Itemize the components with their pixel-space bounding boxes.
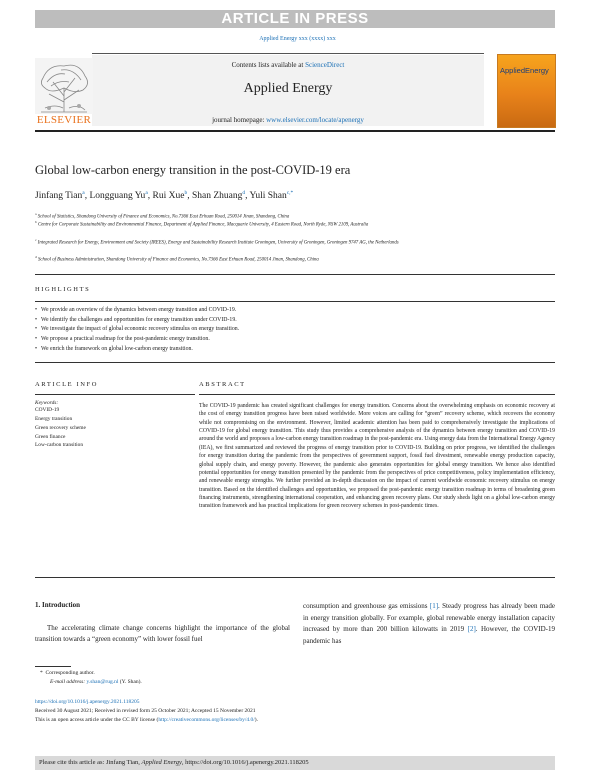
affiliation-marker[interactable]: c,* [286,190,294,196]
license-prefix: This is an open access article under the CC BY license ( [35,717,159,723]
highlights-bottom-rule [35,362,555,363]
footnote-rule [35,666,71,667]
citation-journal: Applied Energy [141,759,182,766]
keyword: Green recovery scheme [35,425,86,431]
journal-name: Applied Energy [243,81,333,96]
introduction-heading: 1. Introduction [35,601,80,609]
article-info-rule [35,394,195,395]
affiliation-letter: b [35,220,37,224]
homepage-link[interactable]: www.elsevier.com/locate/apenergy [266,116,364,124]
abstract-bottom-rule [35,577,555,578]
corresponding-author-note [40,670,95,676]
affiliation-marker[interactable]: a [145,190,148,196]
highlights-heading: HIGHLIGHTS [35,286,91,293]
affiliation-letter: c [35,238,37,242]
highlight-text: We investigate the impact of global economic recovery stimulus on energy transition. [41,326,240,332]
reference-link[interactable]: [2] [467,625,476,633]
article-info-heading: ARTICLE INFO [35,381,99,388]
author-separator: , [187,191,192,202]
received-dates: Received 30 August 2021; Received in revised form 25 October 2021; Accepted 15 November 2021 [35,708,256,714]
affiliation-text: Integrated Research for Energy, Environment and Society (IREES), Energy and Sustainability Research Institute Groningen, University of Groningen, Groningen 9747 AG, the Netherlands [37,240,399,246]
author-separator: , [147,191,153,202]
affiliation-text: Centre for Corporate Sustainability and Environmental Finance, Department of Applied Finance, Macquarie University, 4 Eastern Road, North Ryde, NSW 2109, Australia [37,222,369,228]
abstract-heading: ABSTRACT [199,381,246,388]
affiliation-text: School of Statistics, Shandong University of Finance and Economics, No.7366 East Erhuan Road, 250014 Jinan, Shandong, China [37,214,290,220]
author-separator: , [245,191,250,202]
affiliation-text: School of Business Administration, Shandong University of Finance and Economics, No.7366 East Erhuan Road, 250014 Jinan, Shandong, China [37,257,319,263]
author-separator: , [84,191,90,202]
highlight-item: • We propose a practical roadmap for the post-pandemic energy transition. [35,336,210,342]
doi-link[interactable]: https://doi.org/10.1016/j.apenergy.2021.118205 [35,699,140,705]
intro-right-column [303,601,555,647]
affiliation-letter: a [35,212,37,216]
affiliation-marker[interactable]: a [82,190,85,196]
highlight-item: • We investigate the impact of global economic recovery stimulus on energy transition. [35,326,240,332]
article-title: Global low-carbon energy transition in the post-COVID-19 era [35,163,351,177]
license-link[interactable]: http://creativecommons.org/licenses/by/4.0/ [158,717,255,723]
header-top-rule [92,53,484,54]
keyword: Green finance [35,434,66,440]
author-name[interactable]: Shan Zhuang [191,191,243,202]
keyword: COVID-19 [35,407,60,413]
reference-link[interactable]: [1] [429,602,439,610]
affiliation-marker[interactable]: d [242,190,246,196]
author-name[interactable]: Jinfang Tian [35,191,83,202]
intro-text: . However, the COVID-19 pandemic has [303,625,555,645]
journal-reference[interactable]: Applied Energy xxx (xxxx) xxx [259,36,336,42]
affiliation-letter: d [35,255,37,259]
highlight-text: We identify the challenges and opportunities for energy transition under COVID-19. [41,317,237,323]
license-suffix: ). [254,717,259,723]
intro-text: consumption and greenhouse gas emissions [303,602,430,610]
highlight-text: We propose a practical roadmap for the post-pandemic energy transition. [41,336,210,342]
author-name[interactable]: Longguang Yu [89,191,146,202]
email-label: E-mail address: [50,679,87,685]
contents-prefix: Contents lists available at [231,61,306,69]
abstract-text: The COVID-19 pandemic has created significant challenges for energy transition. Concerns about the overwhelming emphasis on economic recovery at the cost of energy transition progress have been raised worldwide. More voices are calling for “green” recovery scheme, which recovers the economy while not compromising on the environment. However, limited academic attention has been paid to comprehensively investigate the implications of COVID-19 for global energy transition. This study thus provides a comprehensive analysis of the dynamics between energy transition and COVID-19 around the world and proposes a low-carbon energy transition roadmap in the post-pandemic era. Using energy data from the International Energy Agency (IEA), we first summarized and reviewed the progress of energy transition prior to COVID-19. Building on prior progress, we identified the challenges for energy transition during the pandemic from the perspectives of government support, fossil fuel divestment, renewable energy production capacity, global supply chain, and energy poverty. However, the pandemic also generates opportunities for global energy transition. We hence also identified potential opportunities for energy transition presented by the pandemic from the perspectives of price competitiveness, policy implementation efficiency, and renewable energy strengths. We further provided an in-depth discussion on the impact of current worldwide economic recovery stimulus on energy transition. Based on the identified challenges and opportunities, we proposed the post-pandemic energy transition roadmap in terms of broadening green financing instruments, strengthening international cooperation, and enhancing green recovery plans. Our study sheds light on a global low-carbon energy transition framework and has practical implications for green recovery schemes in post-pandemic times. [199,403,555,510]
intro-left-column: The accelerating climate change concerns highlight the importance of the global transition towards a “green economy” with lower fossil fuel [35,624,290,643]
journal-homepage [92,116,484,124]
citation-prefix: Please cite this article as: Jinfang Tian, [39,759,142,766]
citation-suffix: , https://doi.org/10.1016/j.apenergy.2021.118205 [181,759,309,766]
author-name[interactable]: Rui Xue [152,191,185,202]
intro-text: . Steady progress has already been made in energy transition globally. For example, global renewable energy installation capacity increased by more than 200 billion kilowatts in 2019 [303,602,555,633]
header-bottom-rule [35,130,555,132]
affiliation-c [35,237,505,247]
citation-bar [35,756,555,770]
highlights-heading-rule [35,301,555,302]
author-name[interactable]: Yuli Shan [249,191,287,202]
affiliation-b [35,219,505,229]
highlight-text: We enrich the framework on global low-carbon energy transition. [41,346,193,352]
highlight-text: We provide an overview of the dynamics between energy transition and COVID-19. [41,307,237,313]
email-suffix: (Y. Shan). [118,679,142,685]
author-list [35,190,293,201]
keywords-label: Keywords: [35,400,59,406]
highlight-item: • We enrich the framework on global low-carbon energy transition. [35,346,193,352]
email-line [50,679,142,685]
sciencedirect-link[interactable]: ScienceDirect [305,61,345,69]
keyword: Energy transition [35,416,73,422]
abstract-rule [199,394,555,395]
cover-title: AppliedEnergy [500,66,549,75]
affiliation-d [35,254,505,264]
highlights-top-rule [35,274,555,275]
highlight-item: • We provide an overview of the dynamics between energy transition and COVID-19. [35,307,237,313]
homepage-prefix: journal homepage: [212,116,267,124]
corresponding-label: Corresponding author. [45,670,95,676]
article-in-press-banner: ARTICLE IN PRESS [35,10,555,28]
email-link[interactable]: y.shan@rug.nl [86,679,119,685]
highlight-item: • We identify the challenges and opportunities for energy transition under COVID-19. [35,317,237,323]
keyword: Low-carbon transition [35,442,84,448]
affiliation-marker[interactable]: b [184,190,188,196]
footnote-marker: * [40,670,43,676]
contents-line [92,61,484,69]
elsevier-wordmark: ELSEVIER [36,114,92,126]
license-line [35,717,258,723]
